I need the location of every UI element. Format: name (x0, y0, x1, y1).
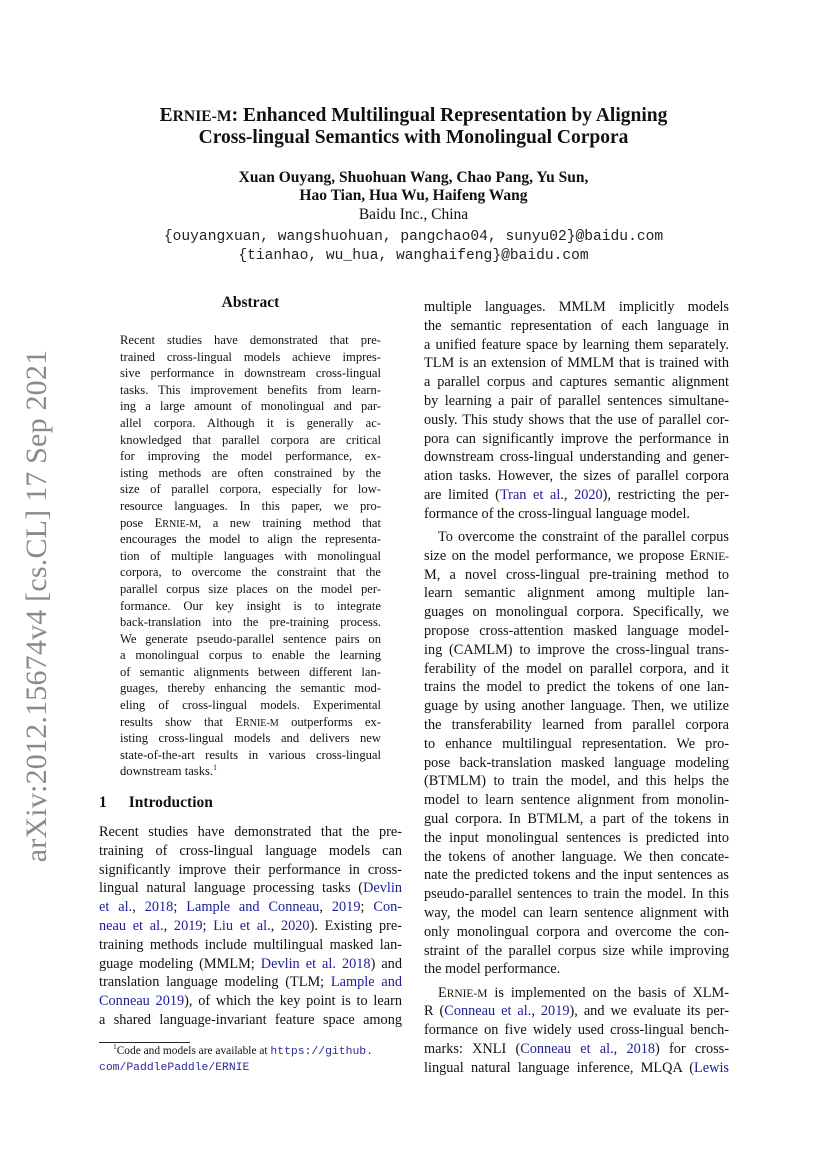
model-name: ERNIE- (689, 547, 729, 564)
text-run: significantly improve their performance in cross- (99, 861, 402, 878)
model-name: ERNIE-M (154, 515, 199, 530)
text-run: are limited ( (424, 486, 500, 503)
abstract-heading: Abstract (221, 294, 280, 311)
citation-link[interactable]: 2019 (540, 1003, 570, 1020)
text-run: , a new training method that (198, 515, 382, 530)
text-run: ) and (370, 955, 402, 972)
citation-link[interactable]: Conneau 2019 (99, 993, 185, 1010)
text-line (120, 349, 381, 366)
text-line (120, 365, 381, 382)
citation-link[interactable]: 2020 (574, 486, 603, 503)
model-name: M (424, 566, 437, 583)
text-run: formance on five widely used cross-lingual bench- (424, 1022, 729, 1039)
text-run: trained cross-lingual models achieve impres- (120, 349, 381, 364)
text-run: to enhance multilingual representation. We pro- (424, 735, 729, 752)
text-run: resource languages. In this paper, we pro- (120, 498, 381, 513)
text-line (120, 598, 381, 615)
text-run: ) for cross- (655, 1041, 730, 1058)
text-run: pose (120, 515, 155, 530)
text-run: isting methods are often constrained by the (120, 465, 381, 480)
author-list (0, 169, 827, 205)
text-line (120, 415, 381, 432)
right-column-body (424, 298, 729, 1082)
text-line (99, 879, 402, 898)
text-line (424, 641, 729, 660)
model-name: ERNIE-M (235, 714, 279, 729)
citation-link[interactable]: 2018 (144, 899, 174, 916)
text-line (424, 430, 729, 449)
text-run: guage modeling (MMLM; (99, 955, 261, 972)
text-run: , (613, 1041, 627, 1058)
text-run: propose cross-attention masked language model- (424, 623, 729, 640)
section-title: Introduction (128, 794, 213, 811)
text-run: isting cross-lingual models and delivers new (120, 731, 381, 746)
text-run: ). Existing pre- (309, 917, 403, 934)
footnote-url-part-1[interactable]: https://github. (270, 1046, 373, 1058)
text-line (424, 336, 729, 355)
text-line (424, 942, 729, 961)
text-line (424, 960, 729, 979)
text-run: ation tasks. However, the sizes of parallel corpora (424, 468, 729, 485)
paper-title (0, 105, 827, 148)
citation-link[interactable]: Conneau et al. (444, 1003, 532, 1020)
text-line (120, 448, 381, 465)
text-run: pseudo-parallel sentences to train the model. In this (424, 886, 729, 903)
citation-link[interactable]: 2018 (626, 1041, 656, 1058)
affiliation: Baidu Inc., China (358, 206, 469, 223)
text-run: sive performance in downstream cross-lingual (120, 366, 381, 381)
text-run: ing a large amount of monolingual and par- (120, 399, 381, 414)
text-run: the model performance. (424, 961, 561, 978)
text-run: , a novel cross-lingual pre-training method to (436, 566, 729, 583)
text-run: the input monolingual sentences is predicted into (424, 829, 729, 846)
text-line (120, 680, 381, 697)
text-line (120, 332, 381, 349)
authors-line-2: Hao Tian, Hua Wu, Haifeng Wang (299, 187, 528, 204)
text-run: size on the model performance, we propose (424, 547, 690, 564)
text-run: pose back-translation masked language modeling (424, 754, 729, 771)
text-line (424, 716, 729, 735)
text-line (99, 955, 402, 974)
text-line (424, 373, 729, 392)
text-run: straint of the parallel corpus size while improving (424, 942, 729, 959)
text-run: lingual natural language processing tasks ( (99, 880, 364, 897)
text-run: results show that (120, 714, 236, 729)
text-run: the semantic representation of each language in (424, 317, 729, 334)
text-line (120, 531, 381, 548)
text-line (120, 548, 381, 565)
text-run: by learning a pair of parallel sentences simultane- (424, 392, 729, 409)
footnote-reference[interactable]: 1 (213, 763, 218, 773)
text-run: parallel corpus size places on the model per- (120, 581, 381, 596)
section-number: 1 (99, 794, 107, 811)
text-run: formance of the cross-lingual language model. (424, 505, 690, 522)
text-run: way, the model can learn sentence alignment with (424, 905, 729, 921)
text-line (424, 411, 729, 430)
text-line (120, 398, 381, 415)
citation-link[interactable]: Liu et al. (213, 917, 271, 934)
text-run: R ( (424, 1003, 445, 1020)
text-run: multiple languages. MMLM implicitly models (424, 299, 729, 315)
text-line (424, 354, 729, 373)
text-line (424, 528, 729, 547)
text-line (424, 317, 729, 336)
text-line (424, 467, 729, 486)
text-line (120, 664, 381, 681)
text-line (424, 754, 729, 773)
paragraph (424, 298, 729, 524)
text-run: trains the model to predict the tokens of one lan- (424, 679, 729, 696)
text-line (99, 823, 402, 842)
text-run: a monolingual corpus to enable the learning (120, 648, 381, 663)
text-line (424, 678, 729, 697)
text-run: downstream cross-lingual understanding and gener- (424, 449, 729, 466)
text-run: ously. This study shows that the use of parallel cor- (424, 411, 729, 428)
text-run: training of cross-lingual language models can (99, 842, 402, 859)
text-line (424, 298, 729, 317)
text-run: marks: XNLI ( (424, 1041, 521, 1058)
text-line (99, 842, 402, 861)
text-line (424, 866, 729, 885)
text-line (99, 917, 402, 936)
text-line (424, 584, 729, 603)
text-run: a parallel corpus and captures semantic alignment (424, 374, 729, 391)
citation-link[interactable]: 2020 (280, 917, 310, 934)
arxiv-identifier-stamp: arXiv:2012.15674v4 [cs.CL] 17 Sep 2021 (20, 349, 53, 863)
text-run: state-of-the-art results in various cross-lingual (120, 747, 381, 762)
text-run: formance. Our key insight is to integrate (120, 598, 381, 613)
text-run: downstream tasks. (120, 764, 214, 779)
text-run: ; (202, 917, 214, 934)
text-line (424, 547, 729, 566)
footnote-text: Code and models are available at (116, 1045, 271, 1057)
footnote-mark: 1 (113, 1042, 117, 1052)
text-line (424, 984, 729, 1003)
text-run: learn semantic alignment among multiple lan- (424, 585, 729, 602)
citation-link[interactable]: neau et al. (99, 917, 164, 934)
citation-link[interactable]: 2019 (331, 899, 361, 916)
title-line-1-text: : Enhanced Multilingual Representation by Aligning (231, 105, 668, 126)
text-run: guages on monolingual corpora. Specifically, we (424, 604, 729, 621)
citation-link[interactable]: Lample and (330, 974, 402, 991)
paragraph (99, 823, 402, 1030)
text-line (120, 481, 381, 498)
text-run: a shared language-invariant feature space among (99, 1011, 402, 1028)
authors-line-1: Xuan Ouyang, Shuohuan Wang, Chao Pang, Yu Sun, (238, 169, 589, 186)
text-run: , (563, 486, 575, 503)
text-line (120, 515, 381, 532)
text-line (120, 714, 381, 731)
citation-link[interactable]: Con- (373, 899, 402, 916)
text-line (424, 1040, 729, 1059)
text-line (424, 448, 729, 467)
text-run: , (531, 1003, 541, 1020)
text-line (99, 1011, 402, 1030)
text-run: pora can significantly improve the performance in (424, 430, 729, 447)
title-model-name: ERNIE-M (159, 105, 232, 126)
text-run: ing (CAMLM) to improve the cross-lingual trans- (424, 641, 729, 658)
author-emails (0, 228, 827, 265)
text-run: (BTMLM) to train the model, and this helps the (424, 773, 729, 790)
footnote (99, 1044, 409, 1075)
text-run: ), and we evaluate its per- (569, 1003, 729, 1020)
citation-link[interactable]: 2019 (173, 917, 203, 934)
text-run: , (319, 899, 332, 916)
citation-link[interactable]: Lample and Conneau (186, 899, 320, 916)
text-run: corpora, to overcome the constraint that the (120, 565, 381, 580)
section-heading-introduction (99, 794, 402, 812)
text-run: tasks. This improvement benefits from learn- (120, 382, 381, 397)
text-run: model to learn sentence alignment from monolin- (424, 792, 729, 809)
email-line-1: {ouyangxuan, wangshuohuan, pangchao04, sunyu02}@baidu.com (163, 229, 664, 245)
citation-link[interactable]: Tran et al. (499, 486, 564, 503)
text-run: nate the predicted tokens and the input sentences as (424, 867, 729, 884)
text-run: , (270, 917, 281, 934)
title-line-1 (0, 105, 827, 127)
text-run: guages, thereby enhancing the semantic mod- (120, 681, 381, 696)
text-line (99, 973, 402, 992)
text-run: TLM is an extension of MMLM that is trained with (424, 355, 729, 372)
citation-link[interactable]: Devlin et al. 2018 (260, 955, 371, 972)
text-run: , (132, 899, 145, 916)
text-run: ; (173, 899, 187, 916)
text-line (424, 923, 729, 942)
text-line (120, 581, 381, 598)
text-line (424, 772, 729, 791)
text-run: allel corpora. Although it is generally ac- (120, 415, 381, 430)
model-name: ERNIE-M (438, 984, 488, 1001)
text-line (120, 763, 381, 780)
text-run: eling of cross-lingual models. Experimental (120, 698, 381, 713)
text-line (120, 432, 381, 449)
text-run: tion of multiple languages with monolingual (120, 548, 381, 563)
text-run: for improving the model performance, ex- (120, 449, 381, 464)
text-run: back-translation into the pre-training process. (120, 615, 381, 630)
citation-link[interactable]: et al. (99, 899, 133, 916)
introduction-body (99, 823, 402, 1034)
text-line (120, 697, 381, 714)
text-run: Recent studies have demonstrated that pre- (120, 333, 381, 347)
text-run: We generate pseudo-parallel sentence pairs on (120, 631, 381, 646)
text-line (424, 791, 729, 810)
text-run: ), restricting the per- (602, 486, 729, 503)
text-run: the tokens of another language. We then concate- (424, 848, 729, 865)
abstract-body (120, 332, 381, 785)
text-line (120, 498, 381, 515)
text-run: ), of which the key point is to learn (184, 993, 402, 1010)
text-run: To overcome the constraint of the parallel corpus (438, 529, 729, 546)
text-line (99, 936, 402, 955)
text-line (424, 885, 729, 904)
text-line (120, 647, 381, 664)
text-run: gual corpora. In BTMLM, a part of the tokens in (424, 811, 729, 828)
text-run: lingual natural language inference, MLQA ( (424, 1059, 695, 1076)
text-run: the transferability learned from parallel corpora (424, 717, 729, 734)
text-line (99, 898, 402, 917)
text-line (120, 614, 381, 631)
text-run: size of parallel corpora, especially for low- (120, 482, 381, 497)
text-line (424, 735, 729, 754)
text-run: a unified feature space by learning them separately. (424, 336, 729, 353)
text-line (424, 566, 729, 585)
text-line (424, 505, 729, 524)
citation-link[interactable]: Devlin (363, 880, 402, 897)
text-line (424, 697, 729, 716)
text-line (424, 603, 729, 622)
text-line (120, 382, 381, 399)
paragraph (424, 984, 729, 1078)
text-run: outperforms ex- (278, 714, 381, 729)
text-run: only monolingual corpora and overcome the con- (424, 923, 729, 940)
text-line (424, 904, 729, 923)
text-line (424, 622, 729, 641)
text-line (424, 810, 729, 829)
text-line (424, 660, 729, 679)
text-line (424, 392, 729, 411)
text-run: of semantic alignments between different lan- (120, 664, 381, 679)
text-run: is implemented on the basis of XLM- (487, 984, 729, 1001)
text-run: ; (360, 899, 374, 916)
text-line (424, 829, 729, 848)
text-line (424, 1021, 729, 1040)
footnote-url-part-2[interactable]: com/PaddlePaddle/ERNIE (99, 1061, 250, 1074)
text-line (120, 631, 381, 648)
text-run: , (163, 917, 174, 934)
text-run: translation language modeling (TLM; (99, 974, 331, 991)
title-line-2: Cross-lingual Semantics with Monolingual Corpora (198, 127, 629, 148)
text-line (120, 730, 381, 747)
text-line (99, 861, 402, 880)
text-run: encourages the model to align the representa- (120, 532, 381, 547)
text-run: training methods include multilingual masked lan- (99, 936, 402, 953)
paragraph (120, 332, 381, 780)
text-line (424, 848, 729, 867)
text-line (99, 992, 402, 1011)
text-line (424, 486, 729, 505)
text-line (120, 564, 381, 581)
paragraph (424, 528, 729, 979)
text-line (120, 465, 381, 482)
citation-link[interactable]: Conneau et al. (520, 1041, 614, 1058)
text-run: knowledged that parallel corpora are critical (120, 432, 381, 447)
citation-link[interactable]: Lewis (694, 1059, 729, 1076)
text-line (424, 1002, 729, 1021)
text-run: guage by using another language. Then, we utilize (424, 698, 729, 715)
text-line (120, 747, 381, 764)
text-run: ferability of the model on parallel corpora, and it (424, 660, 729, 677)
text-run: Recent studies have demonstrated that the pre- (99, 824, 402, 840)
text-line (424, 1059, 729, 1078)
email-line-2: {tianhao, wu_hua, wanghaifeng}@baidu.com (238, 247, 589, 264)
